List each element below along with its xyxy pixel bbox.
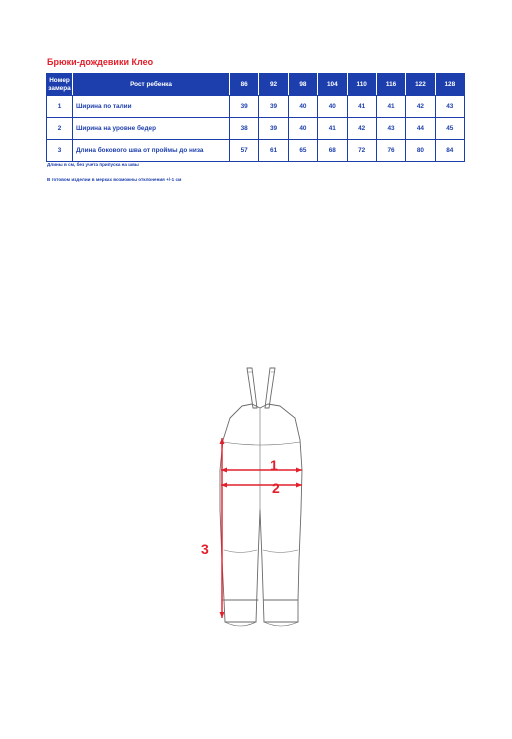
table-cell: 65 <box>288 140 317 162</box>
table-cell: 44 <box>406 118 435 140</box>
table-row <box>47 118 465 140</box>
inner-legs <box>256 510 264 622</box>
measure-number: 2 <box>47 118 73 140</box>
table-cell: 39 <box>259 96 288 118</box>
table-cell: 72 <box>347 140 376 162</box>
table-row <box>47 140 465 162</box>
table-cell: 68 <box>318 140 347 162</box>
table-cell: 39 <box>230 96 259 118</box>
table-cell: 42 <box>406 96 435 118</box>
table-cell: 57 <box>230 140 259 162</box>
header-size: 122 <box>406 74 435 96</box>
page-title: Брюки-дождевики Клео <box>47 57 154 67</box>
header-size: 128 <box>435 74 464 96</box>
table-cell: 41 <box>347 96 376 118</box>
right-side <box>295 418 302 622</box>
header-size: 92 <box>259 74 288 96</box>
measure-number: 3 <box>47 140 73 162</box>
table-cell: 38 <box>230 118 259 140</box>
strap-right <box>265 368 275 408</box>
measure-number: 1 <box>47 96 73 118</box>
right-cuff <box>264 600 298 622</box>
table-row <box>47 96 465 118</box>
table-cell: 41 <box>376 96 405 118</box>
table-cell: 39 <box>259 118 288 140</box>
table-cell: 42 <box>347 118 376 140</box>
table-header-row <box>47 74 465 96</box>
size-table <box>46 73 465 162</box>
header-measure-number: Номер замера <box>47 74 73 96</box>
table-cell: 80 <box>406 140 435 162</box>
measure-name: Ширина на уровне бедер <box>73 118 230 140</box>
measure-name: Ширина по талии <box>73 96 230 118</box>
left-cuff <box>223 600 258 622</box>
table-cell: 45 <box>435 118 464 140</box>
header-size: 110 <box>347 74 376 96</box>
label-3: 3 <box>201 541 209 557</box>
header-size: 86 <box>230 74 259 96</box>
table-cell: 84 <box>435 140 464 162</box>
label-1: 1 <box>270 457 278 473</box>
table-cell: 40 <box>318 96 347 118</box>
table-cell: 40 <box>288 118 317 140</box>
table-cell: 43 <box>435 96 464 118</box>
garment-sketch <box>190 360 330 640</box>
table-cell: 40 <box>288 96 317 118</box>
units-note: Длины в см, без учета припуска на швы <box>47 162 139 167</box>
table-cell: 61 <box>259 140 288 162</box>
label-2: 2 <box>272 480 280 496</box>
tolerance-note: В готовом изделии в мерках возможны отклонения +/-1 см <box>47 177 182 182</box>
table-cell: 43 <box>376 118 405 140</box>
header-size: 98 <box>288 74 317 96</box>
rain-pants-drawing <box>190 360 330 640</box>
header-child-height: Рост ребенка <box>73 74 230 96</box>
bib <box>230 404 295 418</box>
header-size: 104 <box>318 74 347 96</box>
header-size: 116 <box>376 74 405 96</box>
strap-left <box>247 368 257 408</box>
measure-name: Длина бокового шва от проймы до низа <box>73 140 230 162</box>
table-cell: 41 <box>318 118 347 140</box>
table-cell: 76 <box>376 140 405 162</box>
